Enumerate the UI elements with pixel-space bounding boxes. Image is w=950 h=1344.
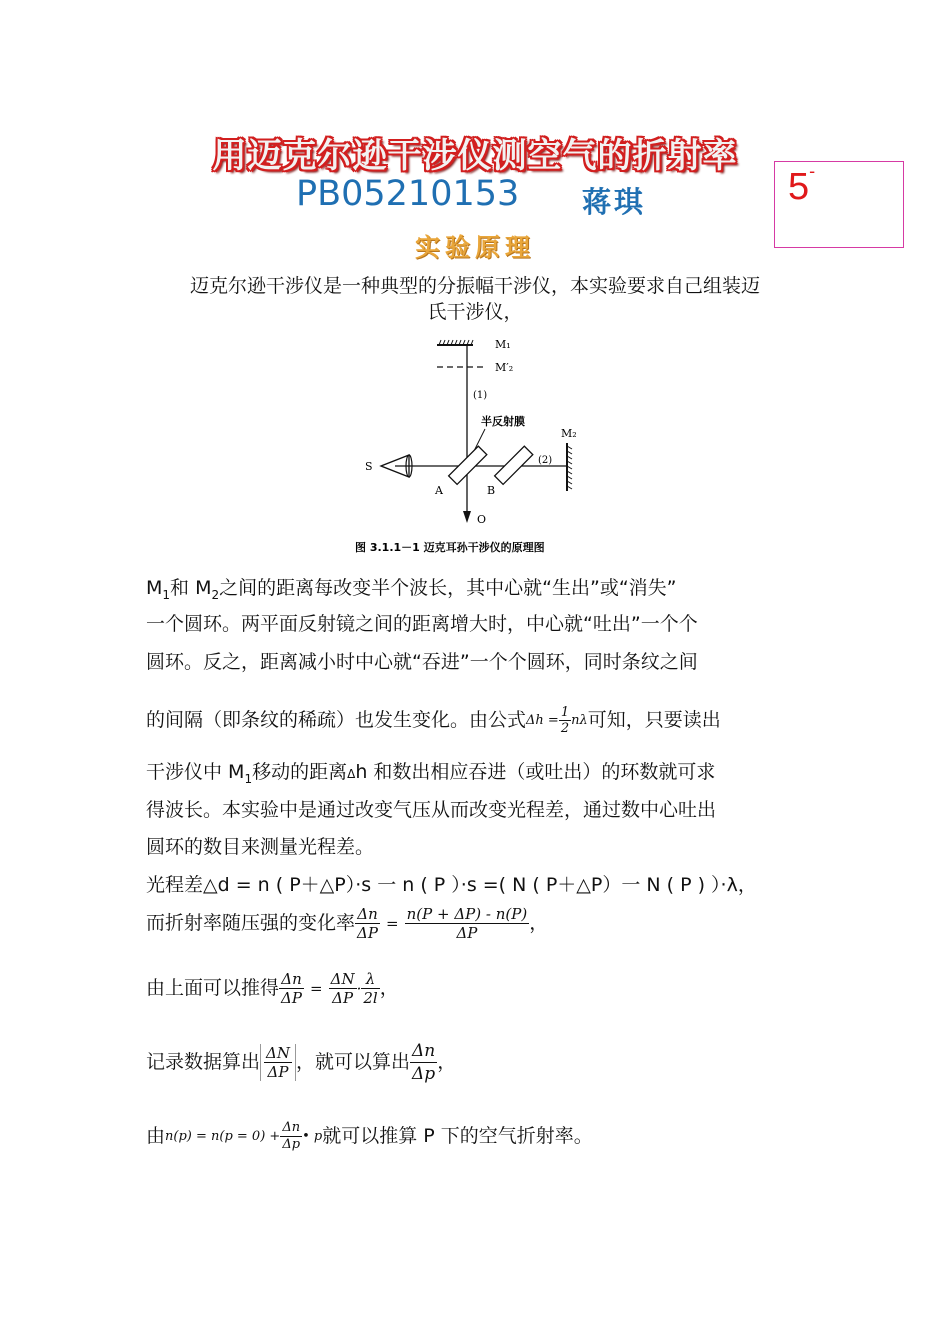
body-line-6: 得波长。本实验中是通过改变气压从而改变光程差，通过数中心吐出 [146,799,717,821]
label-film: 半反射膜 [481,415,525,428]
body-line-10: 由上面可以推得 $\frac{\Delta n}{\Delta P}$ = $\frac{\Delta N}{\Delta P}$ · $\frac{\lambda}{2l}$ ， [146,970,399,1007]
label-path1: (1) [473,390,488,401]
fraction-refractive-change: $\frac{n(P + \Delta P) - n(P)}{\Delta P}$ [406,905,528,942]
label-m2prime: M′₂ [495,361,514,374]
fraction-dn-dp-2: $\frac{\Delta n}{\Delta P}$ [281,970,302,1007]
label-b: B [487,484,496,497]
fraction-lambda-2l: $\frac{\lambda}{2l}$ [363,970,378,1007]
fraction-dn-dp-lower: $\frac{\Delta n}{\Delta p}$ [412,1041,436,1084]
body-line-7: 圆环的数目来测量光程差。 [146,836,375,858]
plate-a [449,446,487,484]
document-title: 用迈克尔逊干涉仪测空气的折射率 [212,136,738,176]
body-line-9: 而折射率随压强的变化率 $\frac{\Delta n}{\Delta P}$ = $\frac{n(P + \Delta P) - n(P)}{\Delta P}$ ， [146,905,549,942]
label-m1: M₁ [495,338,511,351]
student-name: 蒋琪 [582,185,647,219]
fraction-half: $\frac{1}{2}$ [560,705,570,736]
fraction-dN-dP-boxed: $\frac{\Delta N}{\Delta P}$ [260,1044,296,1081]
body-line-5: 干涉仪中 $M_1$移动的距离Δh 和数出相应吞进（或吐出）的环数就可求 [146,761,716,786]
label-path2: (2) [538,455,553,466]
output-arrow [463,511,471,523]
body-line-8: 光程差△d = n ( P＋△P）·s 一 n ( P ）·s =( N ( P＋△P）一 N ( P ) ）·λ， [146,874,757,896]
body-line-2: 一个圆环。两平面反射镜之间的距离增大时，中心就“吐出”一个个 [146,613,698,635]
score-value: 5 [788,166,810,208]
body-line-3: 圆环。反之，距离减小时中心就“吞进”一个个圆环，同时条纹之间 [146,651,698,673]
body-line-11: 记录数据算出 $\frac{\Delta N}{\Delta P}$ ，就可以算出 $\frac{\Delta n}{\Delta p}$ ， [146,1041,457,1084]
intro-paragraph [140,273,810,325]
interferometer-diagram [355,333,605,558]
label-m2: M₂ [561,427,577,440]
label-o: O [477,513,487,526]
fraction-dN-dP: $\frac{\Delta N}{\Delta P}$ [330,970,355,1007]
body-line-1: $M_1$和 $M_2$之间的距离每改变半个波长，其中心就“生出”或“消失” [146,577,677,602]
body-line-12: 由n(p) = n(p = 0) + $\frac{\Delta n}{\Delta p}$ • p就可以推算 P 下的空气折射率。 [146,1120,593,1152]
body-line-4: 的间隔（即条纹的稀疏）也发生变化。由公式Δh = $\frac{1}{2}$ nλ可知，只要读出 [146,705,721,736]
score-superscript: - [809,161,816,182]
label-a: A [435,484,443,497]
figure-caption: 图 3.1.1－1 迈克耳孙干涉仪的原理图 [355,541,545,554]
score-mark [788,161,816,209]
fraction-dn-dp-final: $\frac{\Delta n}{\Delta p}$ [282,1120,301,1152]
intro-line-2: 氏干涉仪， [427,301,523,323]
section-heading: 实验原理 [414,233,535,262]
fraction-dn-dp: $\frac{\Delta n}{\Delta P}$ [357,905,378,942]
plate-b [495,446,533,484]
student-id: PB05210153 [296,174,520,214]
intro-line-1: 迈克尔逊干涉仪是一种典型的分振幅干涉仪，本实验要求自己组装迈 [189,275,760,297]
label-s: S [365,460,373,473]
